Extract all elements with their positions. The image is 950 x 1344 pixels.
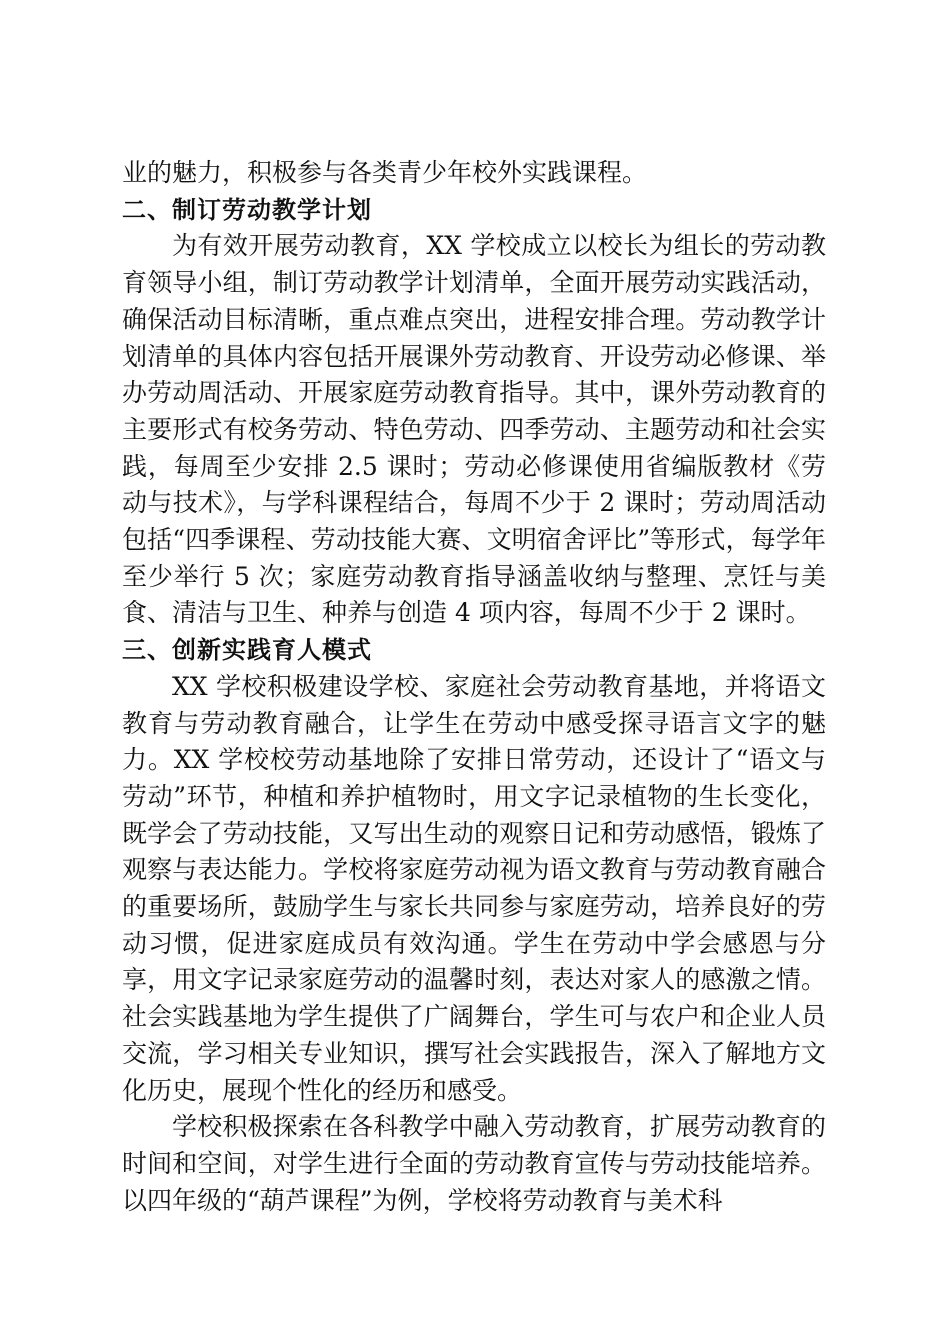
section-heading-2: 二、制订劳动教学计划: [122, 195, 372, 224]
paragraph-continuation: 业的魅力，积极参与各类青少年校外实践课程。: [122, 158, 648, 187]
paragraph-subject-integration: 学校积极探索在各科教学中融入劳动教育，扩展劳动教育的时间和空间，对学生进行全面的劳动教育宣传与劳动技能培养。以四年级的“葫芦课程”为例，学校将劳动教育与美术科: [122, 1112, 826, 1215]
paragraph-teaching-plan: 为有效开展劳动教育，XX 学校成立以校长为组长的劳动教育领导小组，制订劳动教学计划清单，全面开展劳动实践活动，确保活动目标清晰，重点难点突出，进程安排合理。劳动教学计划清单的具体内容包括开展课外劳动教育、开设劳动必修课、举办劳动周活动、开展家庭劳动教育指导。其中，课外劳动教育的主要形式有校务劳动、特色劳动、四季劳动、主题劳动和社会实践，每周至少安排 2.5 课时；劳动必修课使用省编版教材《劳动与技术》，与学科课程结合，每周不少于 2 课时；劳动周活动包括“四季课程、劳动技能大赛、文明宿舍评比”等形式，每学年至少举行 5 次；家庭劳动教育指导涵盖收纳与整理、烹饪与美食、清洁与卫生、种养与创造 4 项内容，每周不少于 2 课时。: [122, 231, 826, 628]
document-body: [122, 155, 826, 1219]
section-heading-3: 三、创新实践育人模式: [122, 636, 372, 665]
paragraph-practice-model: XX 学校积极建设学校、家庭社会劳动教育基地，并将语文教育与劳动教育融合，让学生在劳动中感受探寻语言文字的魅力。XX 学校校劳动基地除了安排日常劳动，还设计了“语文与劳动”环节，种植和养护植物时，用文字记录植物的生长变化，既学会了劳动技能，又写出生动的观察日记和劳动感悟，锻炼了观察与表达能力。学校将家庭劳动视为语文教育与劳动教育融合的重要场所，鼓励学生与家长共同参与家庭劳动，培养良好的劳动习惯，促进家庭成员有效沟通。学生在劳动中学会感恩与分享，用文字记录家庭劳动的温馨时刻，表达对家人的感激之情。社会实践基地为学生提供了广阔舞台，学生可与农户和企业人员交流，学习相关专业知识，撰写社会实践报告，深入了解地方文化历史，展现个性化的经历和感受。: [122, 671, 826, 1105]
